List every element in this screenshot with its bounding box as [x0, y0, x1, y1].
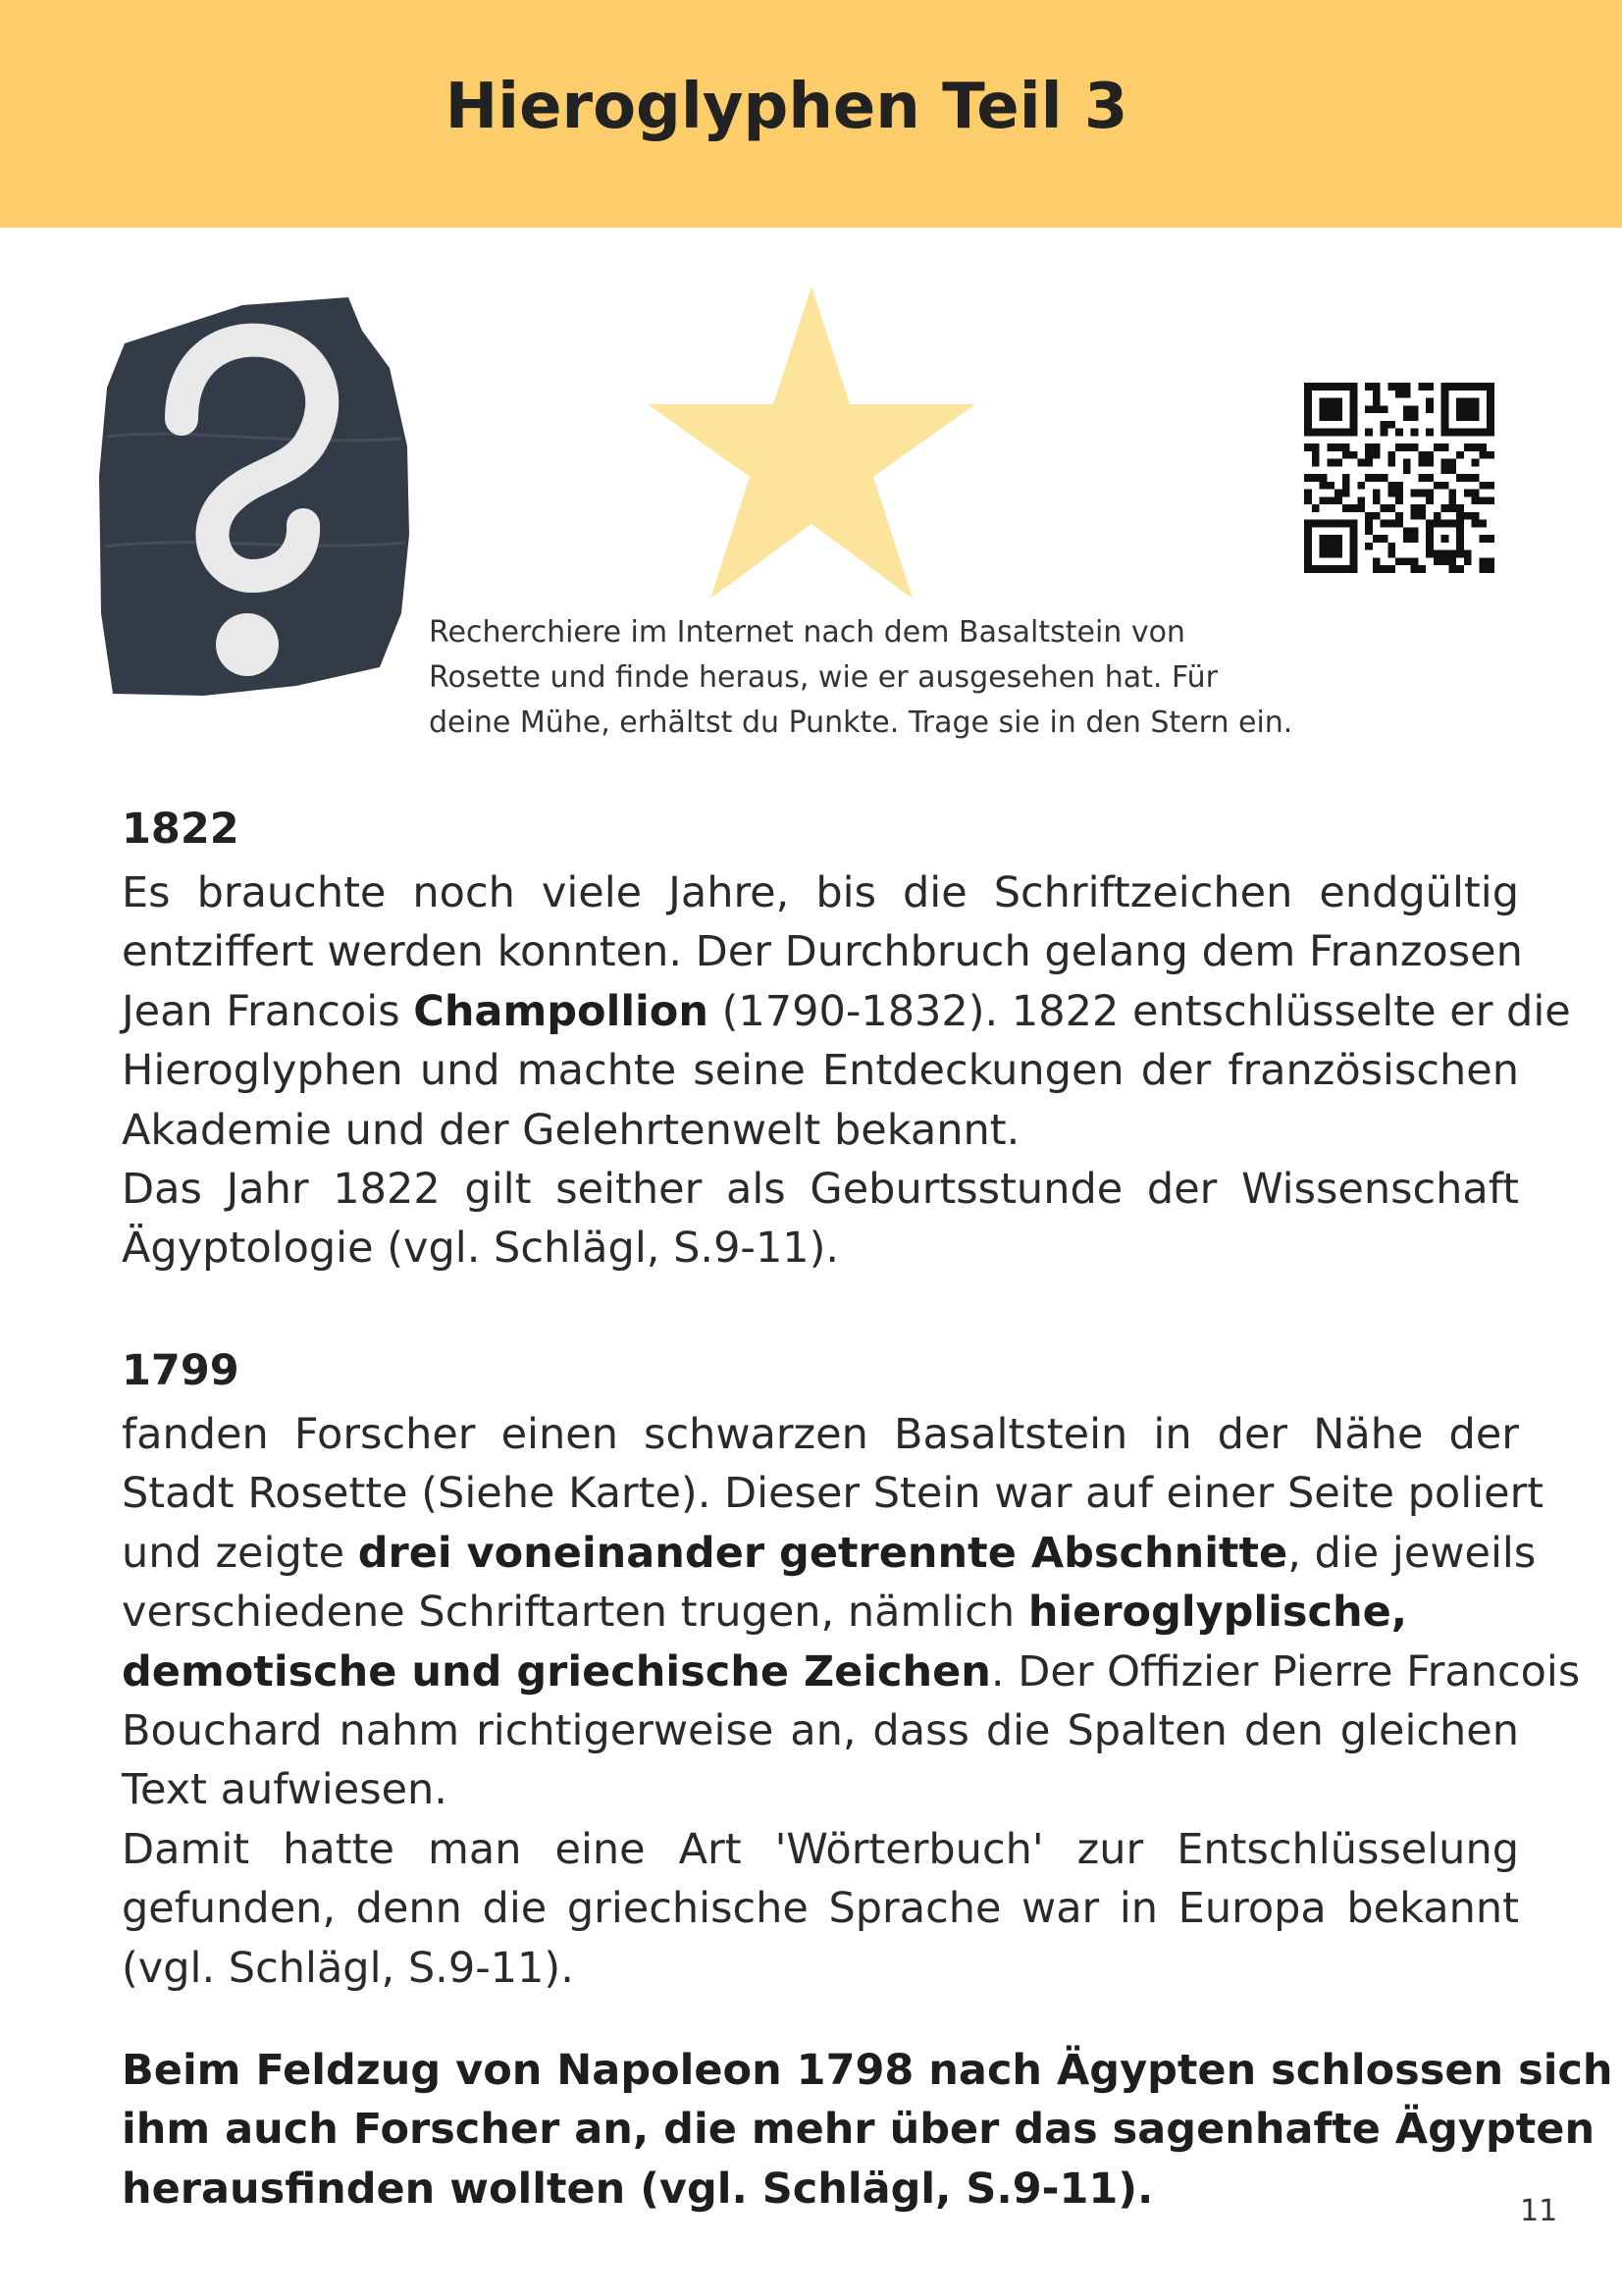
- text-line: gefunden, denn die griechische Sprache war in Europa bekannt: [122, 1884, 1519, 1934]
- bold-text: hieroglyplische,: [1027, 1588, 1408, 1638]
- bold-text: demotische und griechische Zeichen: [122, 1646, 991, 1696]
- text-line: Text aufwiesen.: [122, 1765, 447, 1815]
- text-line: Beim Feldzug von Napoleon 1798 nach Ägypten schlossen sich: [122, 2046, 1613, 2095]
- text-line: fanden Forscher einen schwarzen Basaltstein in der Nähe der: [122, 1410, 1519, 1459]
- section-heading-1799: 1799: [122, 1346, 239, 1395]
- question-stone-icon: [95, 289, 419, 698]
- text-line: [122, 1643, 1581, 1701]
- text-line: [122, 1524, 1537, 1583]
- text-line: Hieroglyphen und machte seine Entdeckungen der französischen: [122, 1046, 1519, 1096]
- text-line: Damit hatte man eine Art 'Wörterbuch' zur Entschlüsselung: [122, 1824, 1519, 1874]
- star-icon: [646, 285, 977, 600]
- text-line: Bouchard nahm richtigerweise an, dass die Spalten den gleichen: [122, 1706, 1519, 1756]
- task-instructions: [429, 610, 1390, 746]
- text-run: verschiedene Schriftarten trugen, nämlich: [122, 1588, 1028, 1638]
- text-run: und zeigte: [122, 1528, 358, 1578]
- text-line: [122, 1583, 1519, 1642]
- section-1799-text: [122, 1405, 1581, 1998]
- header-banner: [0, 0, 1622, 228]
- page-number: 11: [1520, 2194, 1558, 2228]
- task-line: Rosette und finde heraus, wie er ausgesehen hat. Für: [429, 660, 1218, 695]
- text-run: . Der Offizier Pierre Francois: [990, 1646, 1581, 1696]
- text-run: (1790-1832). 1822 entschlüsselte er die: [707, 986, 1571, 1036]
- text-line: Akademie und der Gelehrtenwelt bekannt.: [122, 1105, 1020, 1155]
- task-line: Recherchiere im Internet nach dem Basaltstein von: [429, 615, 1185, 650]
- qr-code-icon: [1304, 383, 1494, 573]
- task-line: deine Mühe, erhältst du Punkte. Trage sie in den Stern ein.: [429, 705, 1293, 740]
- text-line: Stadt Rosette (Siehe Karte). Dieser Stein war auf einer Seite poliert: [122, 1469, 1544, 1519]
- section-heading-1822: 1822: [122, 805, 239, 854]
- text-run: Jean Francois: [122, 986, 414, 1036]
- text-line: herausfinden wollten (vgl. Schlägl, S.9-11).: [122, 2164, 1154, 2214]
- section-1822-text: [122, 863, 1571, 1278]
- text-line: (vgl. Schlägl, S.9-11).: [122, 1943, 574, 1993]
- text-line: entziffert werden konnten. Der Durchbruch gelang dem Franzosen: [122, 927, 1523, 977]
- text-line: Es brauchte noch viele Jahre, bis die Schriftzeichen endgültig: [122, 868, 1519, 917]
- closing-paragraph: [122, 2041, 1613, 2218]
- text-run: , die jeweils: [1287, 1528, 1537, 1578]
- page-title: Hieroglyphen Teil 3: [445, 71, 1128, 143]
- bold-text: Champollion: [413, 986, 708, 1036]
- text-line: ihm auch Forscher an, die mehr über das sagenhafte Ägypten: [122, 2105, 1596, 2155]
- text-line: [122, 982, 1571, 1041]
- text-line: Das Jahr 1822 gilt seither als Geburtsstunde der Wissenschaft: [122, 1165, 1519, 1215]
- bold-text: drei voneinander getrennte Abschnitte: [357, 1528, 1288, 1578]
- text-line: Ägyptologie (vgl. Schlägl, S.9-11).: [122, 1224, 840, 1274]
